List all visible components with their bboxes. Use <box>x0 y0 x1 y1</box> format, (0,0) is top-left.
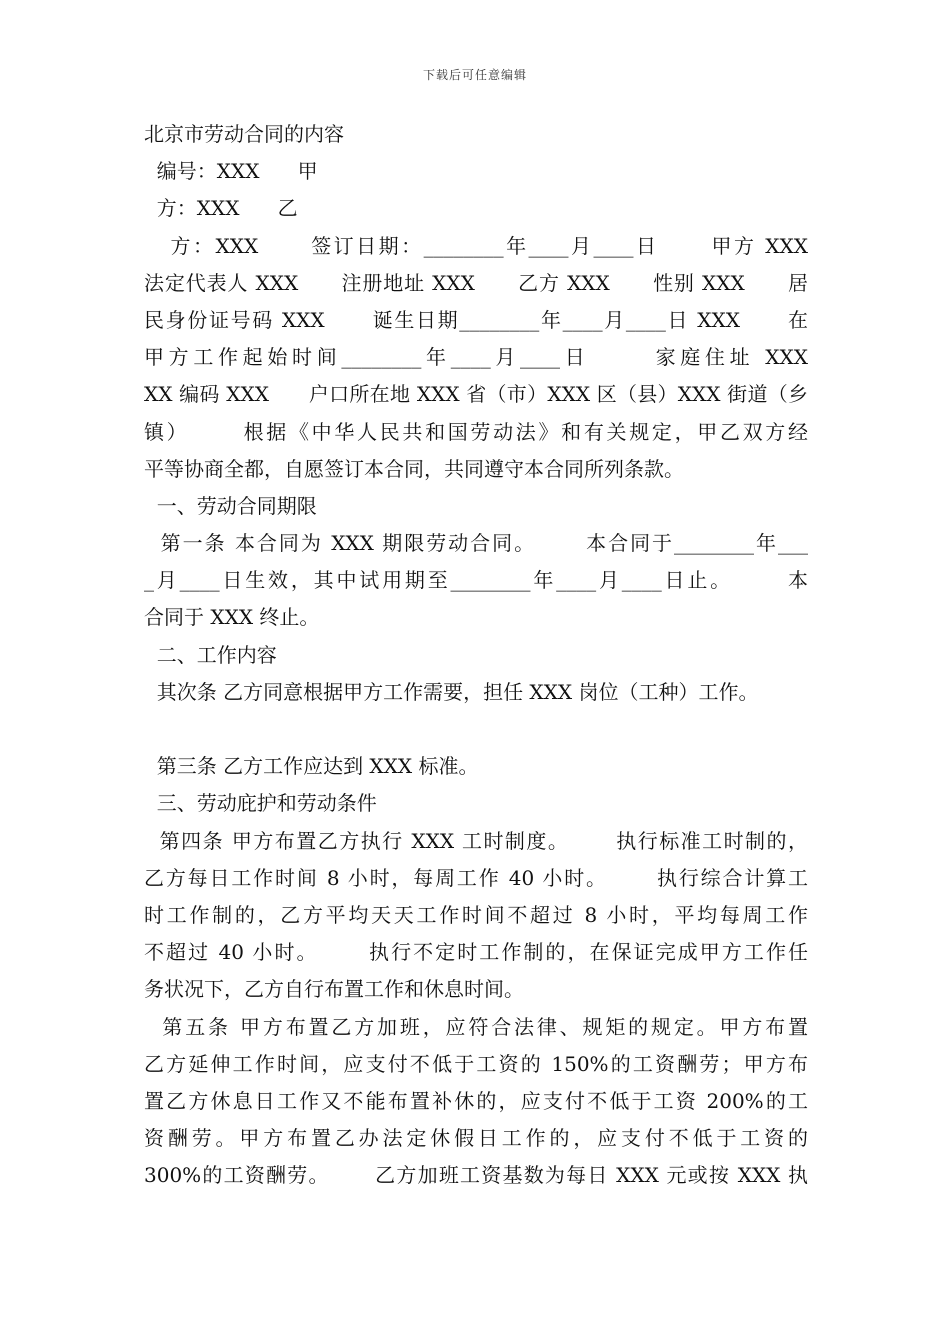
paragraph-line: _月____日生效，其中试用期至________年____月____日止。 本 <box>144 568 808 593</box>
paragraph-line: 不超过 40 小时。 执行不定时工作制的，在保证完成甲方工作任 <box>144 940 808 965</box>
paragraph-line: 乙方延伸工作时间，应支付不低于工资的 150%的工资酬劳；甲方布 <box>144 1051 808 1076</box>
paragraph-line: 平等协商全都，自愿签订本合同，共同遵守本合同所列条款。 <box>144 456 684 481</box>
paragraph-line: 编号：XXX 甲 <box>144 159 318 184</box>
document-title: 北京市劳动合同的内容 <box>144 122 344 146</box>
page-header-note: 下载后可任意编辑 <box>422 68 527 82</box>
paragraph-line: 300%的工资酬劳。 乙方加班工资基数为每日 XXX 元或按 XXX 执 <box>144 1163 808 1188</box>
paragraph-line: 资酬劳。甲方布置乙办法定休假日工作的，应支付不低于工资的 <box>144 1126 808 1151</box>
section-heading: 一、劳动合同期限 <box>144 493 317 518</box>
paragraph-line: 时工作制的，乙方平均天天工作时间不超过 8 小时，平均每周工作 <box>144 902 808 927</box>
paragraph-line: 法定代表人 XXX 注册地址 XXX 乙方 XXX 性别 XXX 居 <box>144 270 808 295</box>
paragraph-line: 方：XXX 乙 <box>144 196 298 221</box>
paragraph-line: 第四条 甲方布置乙方执行 XXX 工时制度。 执行标准工时制的， <box>144 828 808 853</box>
blank-line <box>144 711 808 748</box>
paragraph-line: 合同于 XXX 终止。 <box>144 605 320 630</box>
paragraph-line: 镇） 根据《中华人民共和国劳动法》和有关规定，甲乙双方经 <box>144 419 808 444</box>
paragraph-line: 民身份证号码 XXX 诞生日期________年____月____日 XXX 在 <box>144 307 808 332</box>
paragraph-line: 方：XXX 签订日期：________年____月____日 甲方 XXX <box>144 233 808 258</box>
paragraph-line: 第五条 甲方布置乙方加班，应符合法律、规矩的规定。甲方布置 <box>144 1014 808 1039</box>
document-body <box>144 116 808 1194</box>
paragraph-line: 第一条 本合同为 XXX 期限劳动合同。 本合同于________年___ <box>144 531 808 556</box>
paragraph-line: XX 编码 XXX 户口所在地 XXX 省（市）XXX 区（县）XXX 街道（乡 <box>144 382 808 407</box>
paragraph-line: 其次条 乙方同意根据甲方工作需要，担任 XXX 岗位（工种）工作。 <box>144 679 759 704</box>
paragraph-line: 务状况下，乙方自行布置工作和休息时间。 <box>144 977 524 1002</box>
paragraph-line: 置乙方休息日工作又不能布置补休的，应支付不低于工资 200%的工 <box>144 1088 808 1113</box>
section-heading: 三、劳动庇护和劳动条件 <box>144 791 377 816</box>
section-heading: 二、工作内容 <box>144 642 277 667</box>
paragraph-line: 乙方每日工作时间 8 小时，每周工作 40 小时。 执行综合计算工 <box>144 865 808 890</box>
paragraph-line: 第三条 乙方工作应达到 XXX 标准。 <box>144 754 479 779</box>
paragraph-line: 甲方工作起始时间________年____月____日 家庭住址 XXX <box>144 345 808 370</box>
